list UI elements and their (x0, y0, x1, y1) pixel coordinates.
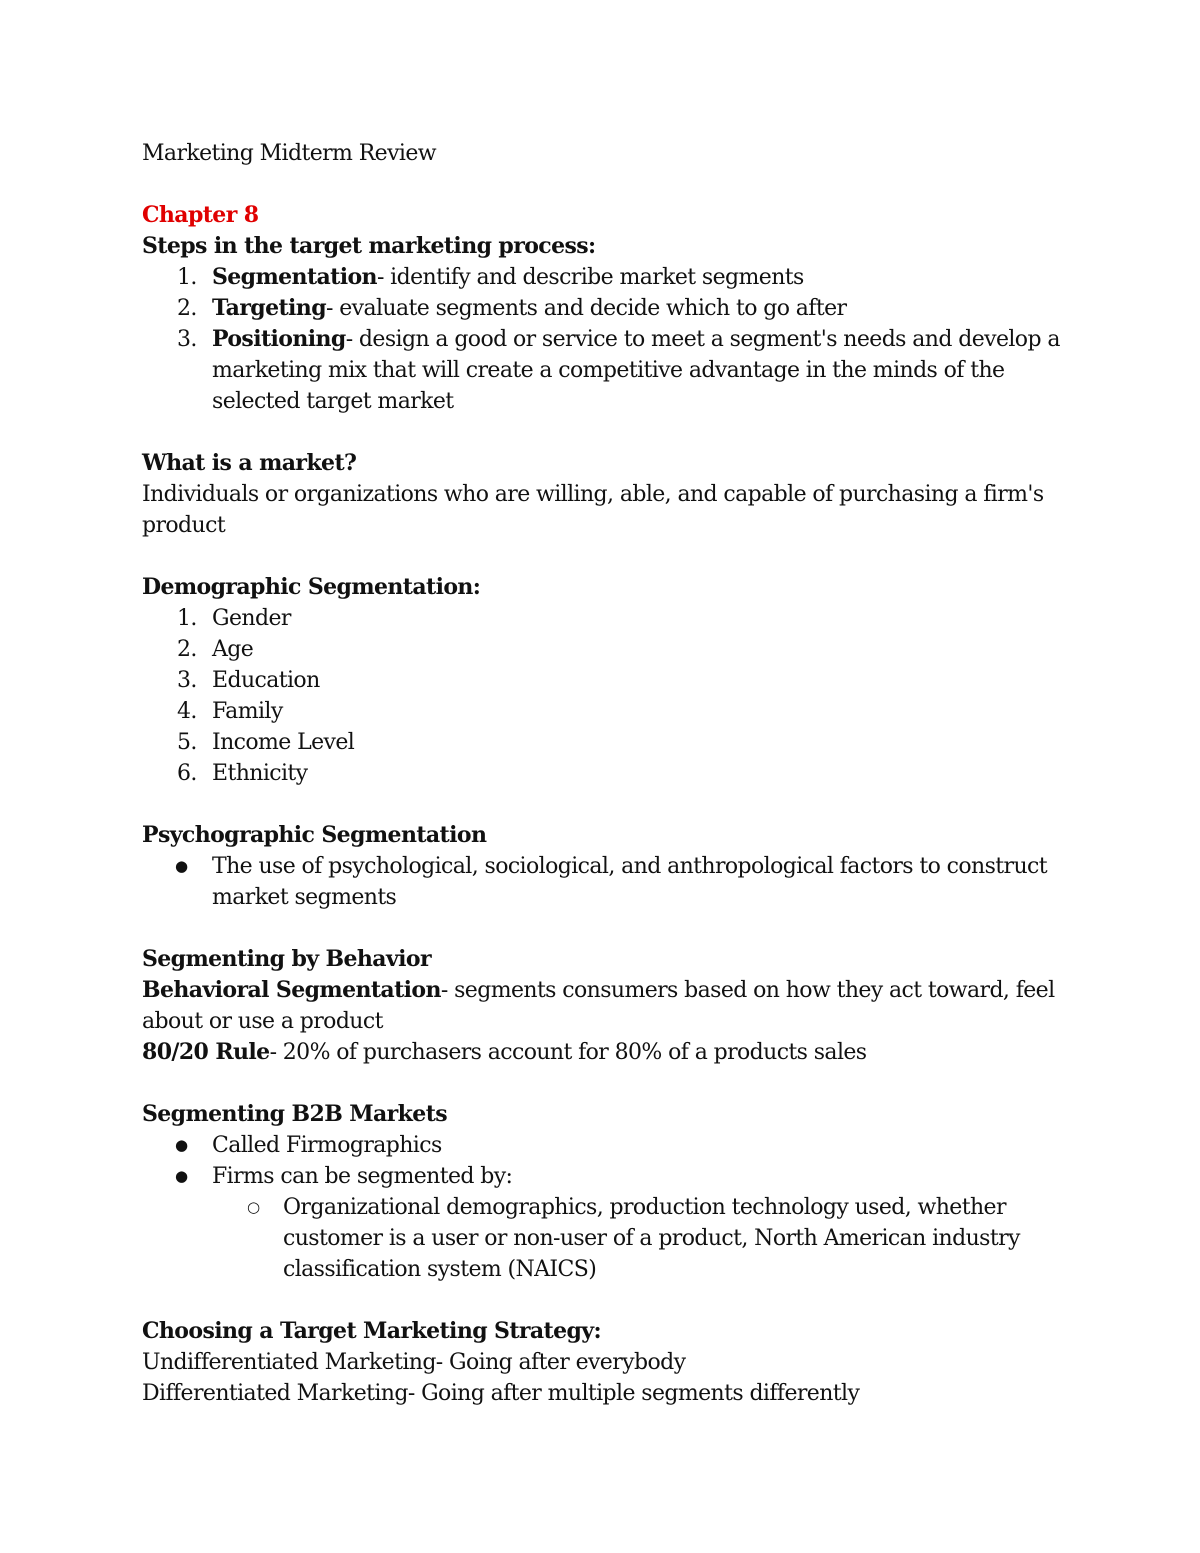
bullet-icon: ● (175, 1167, 188, 1185)
rule-text: - 20% of purchasers account for 80% of a products sales (269, 1040, 867, 1065)
step-term: Positioning (212, 326, 346, 352)
list-number: 5. (177, 730, 197, 755)
list-number: 2. (177, 296, 197, 321)
list-item-text: Firms can be segmented by: (212, 1164, 513, 1189)
steps-heading: Steps in the target marketing process: (142, 233, 596, 259)
step-description: - design a good or service to meet a segment's needs and develop a marketing mix that will create a competitive advantage in the minds of the selected target market (212, 327, 1060, 414)
list-item-text: Gender (212, 606, 291, 631)
list-number: 3. (177, 327, 197, 352)
hollow-bullet-icon: ○ (247, 1198, 260, 1216)
list-number: 1. (177, 265, 197, 290)
strategy-line: Undifferentiated Marketing- Going after everybody (142, 1350, 686, 1375)
b2b-list (142, 1130, 1062, 1192)
list-item (142, 1161, 1062, 1192)
strategy-line: Differentiated Marketing- Going after multiple segments differently (142, 1381, 860, 1406)
steps-list (142, 262, 1062, 417)
step-term: Targeting (212, 295, 326, 321)
definition-term: Behavioral Segmentation (142, 977, 441, 1003)
list-number: 2. (177, 637, 197, 662)
list-item-text: Called Firmographics (212, 1133, 442, 1158)
rule-term: 80/20 Rule (142, 1039, 270, 1065)
list-item (142, 1192, 1062, 1285)
strategy-heading: Choosing a Target Marketing Strategy: (142, 1318, 601, 1344)
list-item (142, 1130, 1062, 1161)
behavior-heading: Segmenting by Behavior (142, 946, 431, 972)
document-body (142, 138, 1062, 1409)
list-item (142, 293, 1062, 324)
list-item-text: The use of psychological, sociological, and anthropological factors to construct market segments (212, 854, 1047, 910)
list-number: 1. (177, 606, 197, 631)
step-description: - evaluate segments and decide which to go after (326, 296, 847, 321)
definition-text: - segments consumers based on how they act toward, feel about or use a product (142, 978, 1055, 1034)
market-heading: What is a market? (142, 450, 357, 476)
step-term: Segmentation (212, 264, 377, 290)
list-item-text: Age (212, 637, 254, 662)
b2b-heading: Segmenting B2B Markets (142, 1101, 448, 1127)
bullet-icon: ● (175, 1136, 188, 1154)
list-number: 6. (177, 761, 197, 786)
list-item (142, 262, 1062, 293)
bullet-icon: ● (175, 857, 188, 875)
list-item-text: Ethnicity (212, 761, 308, 786)
list-item-text: Income Level (212, 730, 355, 755)
list-item (142, 634, 1062, 665)
behavioral-definition (142, 975, 1062, 1037)
psychographic-heading: Psychographic Segmentation (142, 822, 487, 848)
rule-definition (142, 1037, 1062, 1068)
list-item (142, 665, 1062, 696)
list-number: 3. (177, 668, 197, 693)
demographic-list (142, 603, 1062, 789)
chapter-heading: Chapter 8 (142, 202, 259, 228)
demographic-heading: Demographic Segmentation: (142, 574, 481, 600)
list-item (142, 603, 1062, 634)
list-item-text: Family (212, 699, 283, 724)
list-item (142, 696, 1062, 727)
b2b-sub-list (142, 1192, 1062, 1285)
document-title: Marketing Midterm Review (142, 141, 437, 166)
list-item-text: Organizational demographics, production technology used, whether customer is a user or non-user of a product, North American industry classification system (NAICS) (283, 1195, 1020, 1282)
list-item (142, 727, 1062, 758)
step-description: - identify and describe market segments (376, 265, 804, 290)
psychographic-list (142, 851, 1062, 913)
list-item-text: Education (212, 668, 320, 693)
list-item (142, 851, 1062, 913)
list-item (142, 324, 1062, 417)
list-item (142, 758, 1062, 789)
list-number: 4. (177, 699, 197, 724)
market-definition: Individuals or organizations who are willing, able, and capable of purchasing a firm's product (142, 482, 1044, 538)
